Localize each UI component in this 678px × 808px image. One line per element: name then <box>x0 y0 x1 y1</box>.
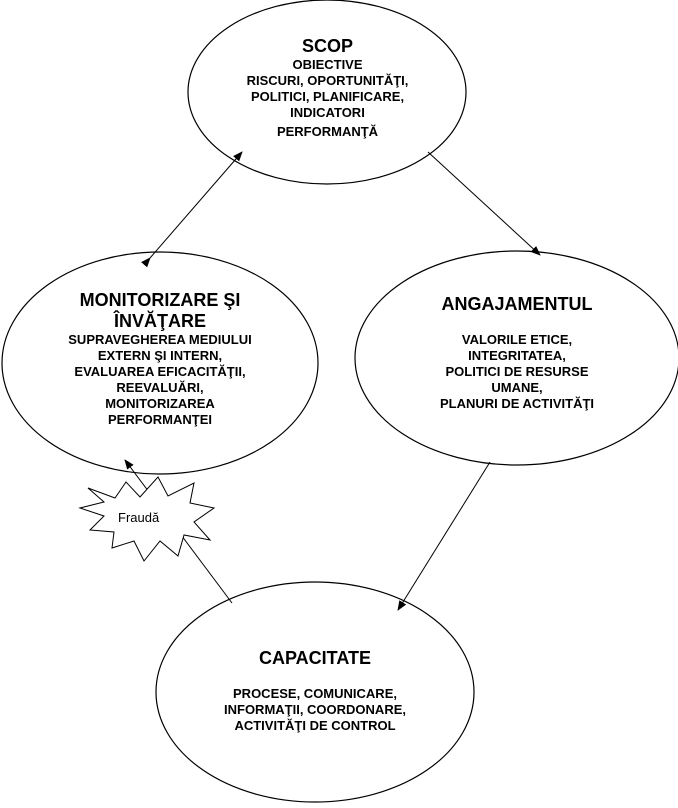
arrow-angajamentul-capacitate <box>398 462 490 610</box>
node-monitorizare <box>10 290 310 428</box>
monitorizare-line: MONITORIZAREA <box>105 396 215 411</box>
angajamentul-title: ANGAJAMENTUL <box>441 294 593 314</box>
angajamentul-line: VALORILE ETICE, <box>461 332 573 347</box>
angajamentul-line: PLANURI DE ACTIVITĂŢI <box>439 396 595 411</box>
scop-line: PERFORMANŢĂ <box>276 124 379 139</box>
arrow-scop-monitorizare <box>150 152 242 258</box>
arrow-scop-angajamentul <box>428 152 540 255</box>
angajamentul-line: UMANE, <box>491 380 543 395</box>
scop-line: POLITICI, PLANIFICARE, <box>250 89 405 104</box>
monitorizare-line: SUPRAVEGHEREA MEDIULUI <box>68 332 252 347</box>
capacitate-line: ACTIVITĂŢI DE CONTROL <box>234 718 396 733</box>
capacitate-title: CAPACITATE <box>259 648 371 668</box>
scop-title: SCOP <box>301 36 353 56</box>
monitorizare-title: MONITORIZARE ŞI ÎNVĂŢARE <box>79 290 241 331</box>
capacitate-line: INFORMAŢII, COORDONARE, <box>224 702 406 717</box>
angajamentul-line: INTEGRITATEA, <box>468 348 566 363</box>
fraud-label: Fraudă <box>118 510 160 525</box>
node-capacitate <box>160 648 470 734</box>
scop-line: OBIECTIVE <box>292 57 363 72</box>
capacitate-line: PROCESE, COMUNICARE, <box>233 686 397 701</box>
scop-line: RISCURI, OPORTUNITĂŢI, <box>246 73 409 88</box>
angajamentul-line: POLITICI DE RESURSE <box>445 364 589 379</box>
monitorizare-line: REEVALUĂRI, <box>116 380 204 395</box>
monitorizare-line: EVALUAREA EFICACITĂŢII, <box>74 364 246 379</box>
node-angajamentul <box>362 294 672 412</box>
scop-line: INDICATORI <box>290 105 365 120</box>
monitorizare-line: EXTERN ŞI INTERN, <box>97 348 223 363</box>
node-scop <box>205 36 450 140</box>
monitorizare-line: PERFORMANŢEI <box>108 412 212 427</box>
